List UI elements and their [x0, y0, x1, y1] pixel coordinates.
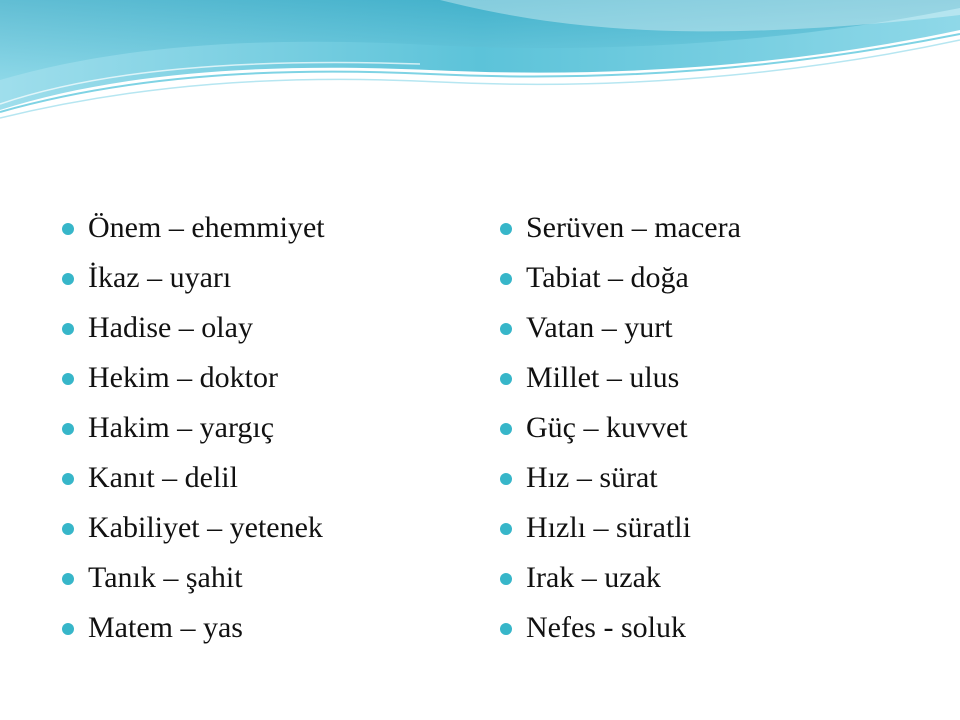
list-item [500, 504, 920, 554]
list-item [500, 554, 920, 604]
list-item [62, 354, 482, 404]
bullet-icon [500, 273, 512, 285]
list-item [62, 454, 482, 504]
bullet-icon [62, 523, 74, 535]
bullet-icon [62, 473, 74, 485]
list-item-label: Kabiliyet – yetenek [88, 511, 323, 544]
list-item-label: Kanıt – delil [88, 461, 238, 494]
bullet-icon [62, 323, 74, 335]
bullet-icon [62, 423, 74, 435]
list-item [500, 204, 920, 254]
bullet-icon [62, 573, 74, 585]
list-item [62, 304, 482, 354]
bullet-icon [500, 423, 512, 435]
list-item-label: Güç – kuvvet [526, 411, 688, 444]
bullet-icon [500, 323, 512, 335]
right-word-list [500, 204, 920, 654]
list-item-label: Vatan – yurt [526, 311, 673, 344]
list-item-label: Irak – uzak [526, 561, 661, 594]
wave-header-decoration [0, 0, 960, 120]
bullet-icon [500, 373, 512, 385]
bullet-icon [62, 273, 74, 285]
list-item-label: Hekim – doktor [88, 361, 278, 394]
bullet-icon [62, 373, 74, 385]
list-item [62, 554, 482, 604]
list-item [62, 604, 482, 654]
list-item [62, 404, 482, 454]
list-item [500, 454, 920, 504]
list-item [500, 254, 920, 304]
list-item-label: Hakim – yargıç [88, 411, 275, 444]
left-word-list [62, 204, 482, 654]
list-item-label: Hadise – olay [88, 311, 253, 344]
list-item [62, 204, 482, 254]
list-item-label: Nefes - soluk [526, 611, 686, 644]
bullet-icon [500, 523, 512, 535]
bullet-icon [62, 623, 74, 635]
list-item-label: Hızlı – süratli [526, 511, 691, 544]
bullet-icon [500, 623, 512, 635]
list-item [62, 504, 482, 554]
bullet-icon [500, 573, 512, 585]
list-item-label: Tanık – şahit [88, 561, 243, 594]
list-item-label: Millet – ulus [526, 361, 680, 394]
list-item [500, 604, 920, 654]
list-item-label: Matem – yas [88, 611, 243, 644]
bullet-icon [500, 223, 512, 235]
list-item-label: Hız – sürat [526, 461, 658, 494]
bullet-icon [62, 223, 74, 235]
list-item-label: Serüven – macera [526, 211, 741, 244]
list-item [62, 254, 482, 304]
list-item [500, 354, 920, 404]
list-item [500, 404, 920, 454]
list-item-label: Önem – ehemmiyet [88, 211, 325, 244]
list-item [500, 304, 920, 354]
bullet-icon [500, 473, 512, 485]
list-item-label: Tabiat – doğa [526, 261, 689, 294]
list-item-label: İkaz – uyarı [88, 261, 232, 294]
